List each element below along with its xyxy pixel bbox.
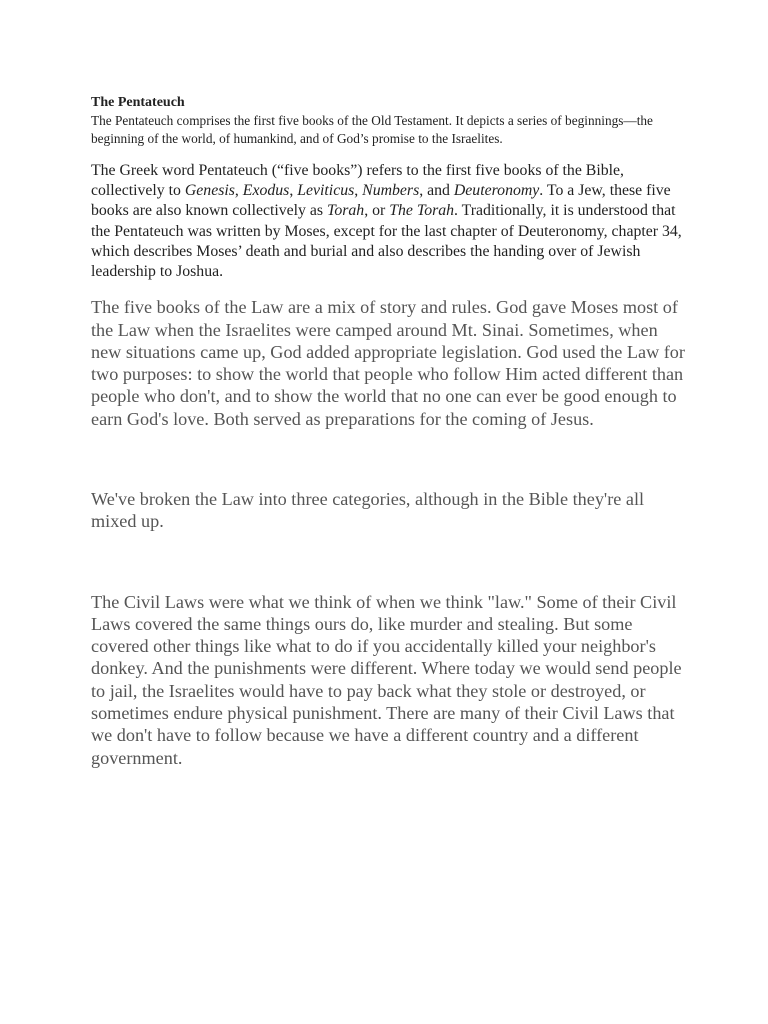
text-run: , [354,182,363,200]
greek-word-paragraph [91,161,691,282]
text-run: . Traditionally, it is understood that the Pentateuch was written by Moses, except for the last chapter of Deuteronomy, chapter 34, which describes Moses’ death and burial and also describes the handing over of Jewish leadership to Joshua. [91,202,682,281]
book-leviticus: Leviticus [297,182,355,200]
book-numbers: Numbers [362,182,420,200]
text-run: , [234,182,243,200]
name-the-torah: The Torah [389,202,455,220]
civil-laws-paragraph: The Civil Laws were what we think of when we think "law." Some of their Civil Laws covered the same things ours do, like murder and stealing. But some covered other things like what to do if you accidentally killed your neighbor's donkey. And the punishments were different. Where today we would send people to jail, the Israelites would have to pay back what they stole or destroyed, or sometimes endure physical punishment. There are many of their Civil Laws that we don't have to follow because we have a different country and a different government. [91,591,682,768]
name-torah: Torah [327,202,365,220]
intro-paragraph: The Pentateuch comprises the first five books of the Old Testament. It depicts a series of beginnings—the beginning of the world, of humankind, and of God’s promise to the Israelites. [91,113,653,146]
text-run: The Greek word Pentateuch (“five books”) refers to the first five books of the Bible, collectively to [91,162,624,200]
book-genesis: Genesis [184,182,235,200]
law-purpose-paragraph: The five books of the Law are a mix of story and rules. God gave Moses most of the Law when the Israelites were camped around Mt. Sinai. Sometimes, when new situations came up, God added appropriate legislation. God used the Law for two purposes: to show the world that people who follow Him acted different than people who don't, and to show the world that no one can ever be good enough to earn God's love. Both served as preparations for the coming of Jesus. [91,297,685,429]
book-deuteronomy: Deuteronomy [453,182,540,200]
text-run: , and [419,182,454,200]
document-title: The Pentateuch [91,95,185,110]
document-page [91,94,691,769]
text-run: . To a Jew, these five books are also known collectively as [91,182,671,220]
categories-paragraph: We've broken the Law into three categories, although in the Bible they're all mixed up. [91,489,645,532]
book-exodus: Exodus [242,182,290,200]
text-run: , or [364,202,390,220]
text-run: , [289,182,298,200]
